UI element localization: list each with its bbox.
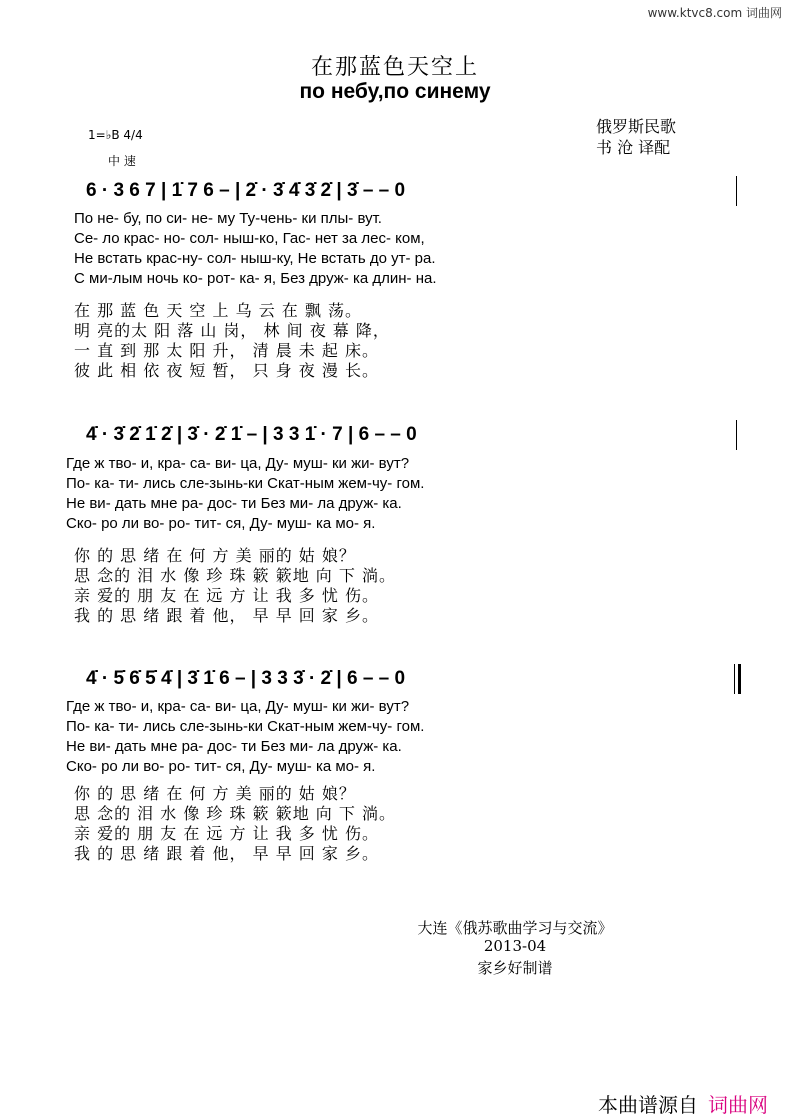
key-signature: 1=♭B 4/4	[88, 128, 143, 142]
lyric-cn-2-3: 亲 爱的 朋 友 在 远 方 让 我 多 忧 伤。	[74, 586, 379, 605]
lyric-ru-1-4: С ми-лым ночь ко- рот- ка- я, Без друж- ка длин- на.	[74, 270, 437, 287]
lyric-cn-1-1: 在 那 蓝 色 天 空 上 乌 云 在 飘 荡。	[74, 301, 362, 320]
lyric-cn-3-2: 思 念的 泪 水 像 珍 珠 簌 簌地 向 下 淌。	[74, 804, 396, 823]
lyric-cn-1-3: 一 直 到 那 太 阳 升， 清 晨 未 起 床。	[74, 341, 379, 360]
barline	[736, 420, 737, 450]
lyric-ru-3-1: Где ж тво- и, кра- са- ви- ца, Ду- муш- ки жи- вут?	[66, 698, 410, 715]
lyric-cn-1-2: 明 亮的太 阳 落 山 岗， 林 间 夜 幕 降，	[74, 321, 390, 340]
footer-date: 2013-04	[483, 937, 547, 955]
lyric-cn-1-4: 彼 此 相 依 夜 短 暂， 只 身 夜 漫 长。	[74, 361, 379, 380]
lyric-ru-3-3: Не ви- дать мне ра- дос- ти Без ми- ла друж- ка.	[66, 738, 402, 755]
lyric-ru-1-1: По не- бу, по си- не- му Ту-чень- ки плы- вут.	[74, 210, 382, 227]
lyric-cn-3-1: 你 的 思 绪 在 何 方 美 丽的 姑 娘？	[74, 784, 356, 803]
final-barline-thick	[738, 664, 741, 694]
source-text: 本曲谱源自	[598, 1093, 698, 1117]
credit-arranger: 书 沧 译配	[596, 138, 671, 157]
lyric-ru-1-2: Се- ло крас- но- сол- ныш-ко, Гас- нет за лес- ком,	[74, 230, 425, 247]
lyric-ru-2-4: Ско- ро ли во- ро- тит- ся, Ду- муш- ка мо- я.	[66, 515, 376, 532]
lyric-cn-3-4: 我 的 思 绪 跟 着 他， 早 早 回 家 乡。	[74, 844, 379, 863]
footer-maker: 家乡好制谱	[477, 959, 553, 977]
lyric-ru-3-2: По- ка- ти- лись сле-зынь-ки Скат-ным жем-чу- гом.	[66, 718, 425, 735]
source-watermark[interactable]	[598, 1089, 768, 1118]
notation-row-2: 4̇ · 3̇ 2̇ 1̇ 2̇ | 3̇ · 2̇ 1̇ – | 3 3 1̇ · 7 | 6 – – 0	[86, 424, 417, 445]
lyric-cn-3-3: 亲 爱的 朋 友 在 远 方 让 我 多 忧 伤。	[74, 824, 379, 843]
tempo-marking: 中 速	[108, 154, 136, 168]
site-label[interactable]: www.ktvc8.com 词曲网	[647, 6, 782, 20]
page-title-russian: по небу,по синему	[299, 80, 491, 103]
lyric-ru-2-3: Не ви- дать мне ра- дос- ти Без ми- ла друж- ка.	[66, 495, 402, 512]
lyric-cn-2-4: 我 的 思 绪 跟 着 他， 早 早 回 家 乡。	[74, 606, 379, 625]
footer-source: 大连《俄苏歌曲学习与交流》	[417, 919, 613, 937]
credit-origin: 俄罗斯民歌	[596, 117, 677, 136]
barline	[736, 176, 737, 206]
notation-row-1: 6 · 3 6 7 | 1̇ 7 6 – | 2̇ · 3̇ 4̇ 3̇ 2̇ | 3̇ – – 0	[86, 180, 406, 201]
page-title-chinese: 在那蓝色天空上	[310, 55, 479, 80]
final-barline-thin	[734, 664, 735, 694]
lyric-ru-3-4: Ско- ро ли во- ро- тит- ся, Ду- муш- ка мо- я.	[66, 758, 376, 775]
notation-row-3: 4̇ · 5̇ 6̇ 5̇ 4̇ | 3̇ 1̇ 6 – | 3 3 3̇ · 2̇ | 6 – – 0	[86, 668, 406, 689]
lyric-ru-2-2: По- ка- ти- лись сле-зынь-ки Скат-ным жем-чу- гом.	[66, 475, 425, 492]
source-site[interactable]: 词曲网	[708, 1093, 768, 1117]
lyric-cn-2-1: 你 的 思 绪 在 何 方 美 丽的 姑 娘？	[74, 546, 356, 565]
lyric-ru-2-1: Где ж тво- и, кра- са- ви- ца, Ду- муш- ки жи- вут?	[66, 455, 410, 472]
lyric-cn-2-2: 思 念的 泪 水 像 珍 珠 簌 簌地 向 下 淌。	[74, 566, 396, 585]
lyric-ru-1-3: Не встать крас-ну- сол- ныш-ку, Не встать до ут- ра.	[74, 250, 436, 267]
